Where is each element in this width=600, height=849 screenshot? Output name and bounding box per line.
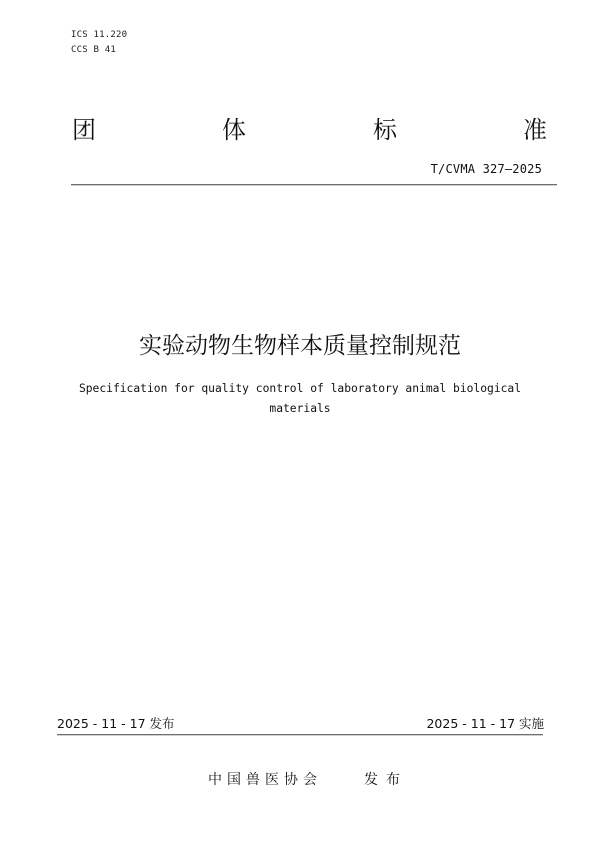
- standard-type-char: 准: [523, 116, 547, 144]
- document-title-chinese: 实验动物生物样本质量控制规范: [139, 333, 461, 359]
- ics-classification: ICS 11.220: [71, 30, 128, 40]
- standard-type-char: 体: [222, 116, 246, 144]
- publisher-name: 中国兽医协会: [208, 772, 322, 788]
- document-title-english: [0, 379, 600, 419]
- publish-label: 发布: [364, 772, 408, 788]
- footer-divider: [57, 734, 543, 736]
- implement-date: 2025 - 11 - 17 实施: [426, 716, 544, 731]
- header-divider: [71, 184, 557, 186]
- title-english-line-2: materials: [269, 402, 331, 415]
- ccs-classification: CCS B 41: [71, 45, 116, 55]
- standard-type-char: 团: [72, 116, 96, 144]
- standard-code: T/CVMA 327—2025: [430, 162, 542, 176]
- title-english-line-1: Specification for quality control of laboratory animal biological: [78, 382, 522, 395]
- standard-type-char: 标: [373, 116, 397, 144]
- publish-date: 2025 - 11 - 17 发布: [57, 716, 175, 731]
